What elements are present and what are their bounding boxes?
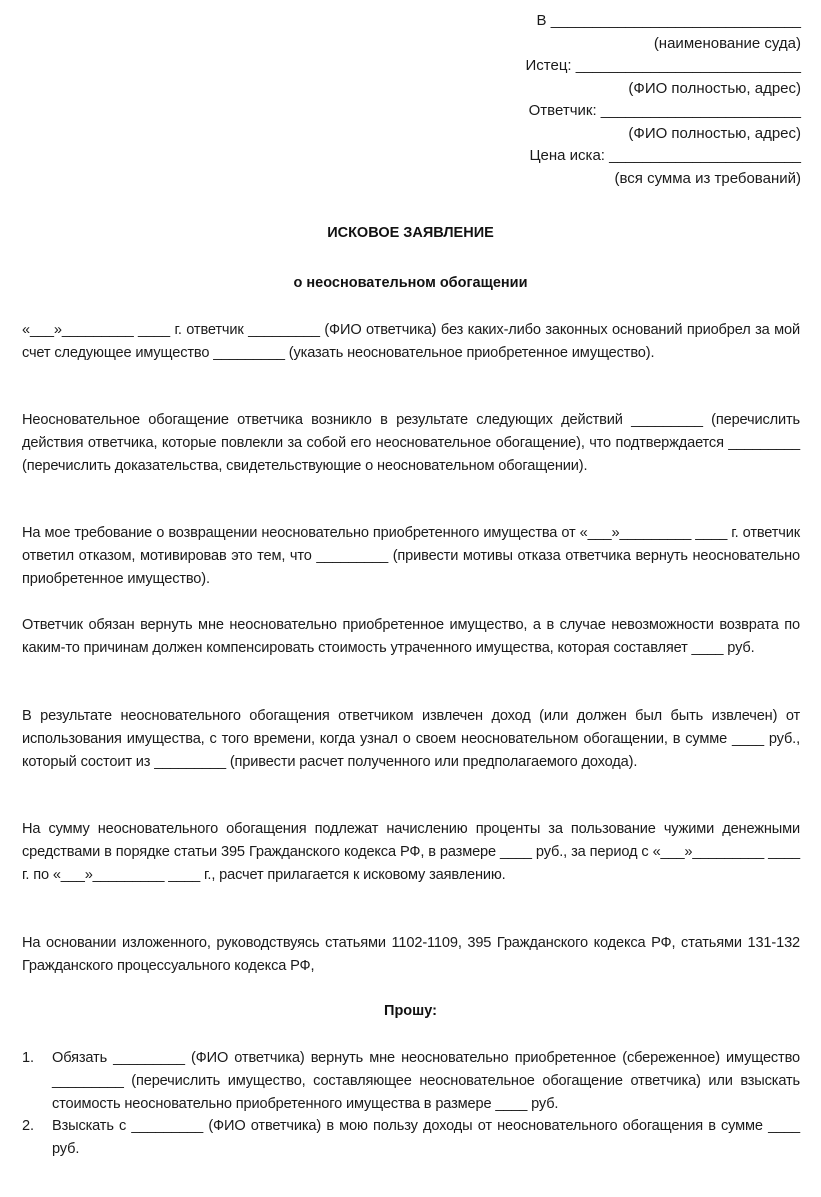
request-item bbox=[22, 1115, 800, 1161]
paragraph-6: На сумму неосновательного обогащения подлежат начислению проценты за пользование чужими денежными средствами в порядке статьи 395 Гражданского кодекса РФ, в размере ____ руб., за период с «___»_________ ____ г. по «___»_________ ____ г., расчет прилагается к исковому заявлению. bbox=[22, 821, 800, 883]
request-number: 2. bbox=[22, 1118, 34, 1135]
court-field: В ______________________________ bbox=[536, 12, 801, 29]
paragraph-1: «___»_________ ____ г. ответчик _________ (ФИО ответчика) без каких-либо законных оснований приобрел за мой счет следующее имущество _________ (указать неосновательное приобретенное имущество). bbox=[22, 322, 800, 361]
defendant-field: Ответчик: ________________________ bbox=[528, 102, 801, 119]
document-subtitle: о неосновательном обогащении bbox=[293, 275, 528, 291]
request-list bbox=[22, 1047, 800, 1161]
paragraph-7: На основании изложенного, руководствуясь статьями 1102-1109, 395 Гражданского кодекса РФ, статьями 131-132 Гражданского процессуального кодекса РФ, bbox=[22, 935, 800, 974]
claim-price-field: Цена иска: _______________________ bbox=[529, 147, 801, 164]
plaintiff-hint: (ФИО полностью, адрес) bbox=[628, 79, 801, 97]
request-text: Обязать _________ (ФИО ответчика) вернуть мне неосновательно приобретенное (сбереженное) имущество _________ (перечислить имущество, составляющее неосновательное обогащение ответчика) или взыскать стоимость неосновательно приобретенного имущества в размере ____ руб. bbox=[52, 1050, 800, 1112]
request-item bbox=[22, 1047, 800, 1115]
paragraph-4: Ответчик обязан вернуть мне неосновательно приобретенное имущество, а в случае невозможности возврата по каким-то причинам должен компенсировать стоимость утраченного имущества, которая составляет ____ руб. bbox=[22, 617, 800, 656]
request-text: Взыскать с _________ (ФИО ответчика) в мою пользу доходы от неосновательного обогащения в сумме ____ руб. bbox=[52, 1118, 800, 1158]
claim-price-hint: (вся сумма из требований) bbox=[614, 169, 801, 187]
plaintiff-field: Истец: ___________________________ bbox=[525, 57, 801, 74]
paragraph-3: На мое требование о возвращении неосновательно приобретенного имущества от «___»_________ ____ г. ответчик ответил отказом, мотивировав это тем, что _________ (привести мотивы отказа ответчика вернуть неосновательно приобретенное имущество). bbox=[22, 525, 800, 587]
request-number: 1. bbox=[22, 1050, 34, 1066]
paragraph-2: Неосновательное обогащение ответчика возникло в результате следующих действий _________ (перечислить действия ответчика, которые повлекли за собой его неосновательное обогащение), что подтверждается _________ (перечислить доказательства, свидетельствующие о неосновательном обогащении). bbox=[22, 412, 800, 474]
request-heading: Прошу: bbox=[384, 1003, 437, 1019]
document-header bbox=[501, 10, 801, 190]
document-title: ИСКОВОЕ ЗАЯВЛЕНИЕ bbox=[327, 225, 494, 241]
court-hint: (наименование суда) bbox=[653, 34, 801, 52]
defendant-hint: (ФИО полностью, адрес) bbox=[628, 124, 801, 142]
paragraph-5: В результате неосновательного обогащения ответчиком извлечен доход (или должен был быть извлечен) от использования имущества, с того времени, когда узнал о своем неосновательном обогащении, в сумме ____ руб., который состоит из _________ (привести расчет полученного или предполагаемого дохода). bbox=[22, 708, 800, 770]
